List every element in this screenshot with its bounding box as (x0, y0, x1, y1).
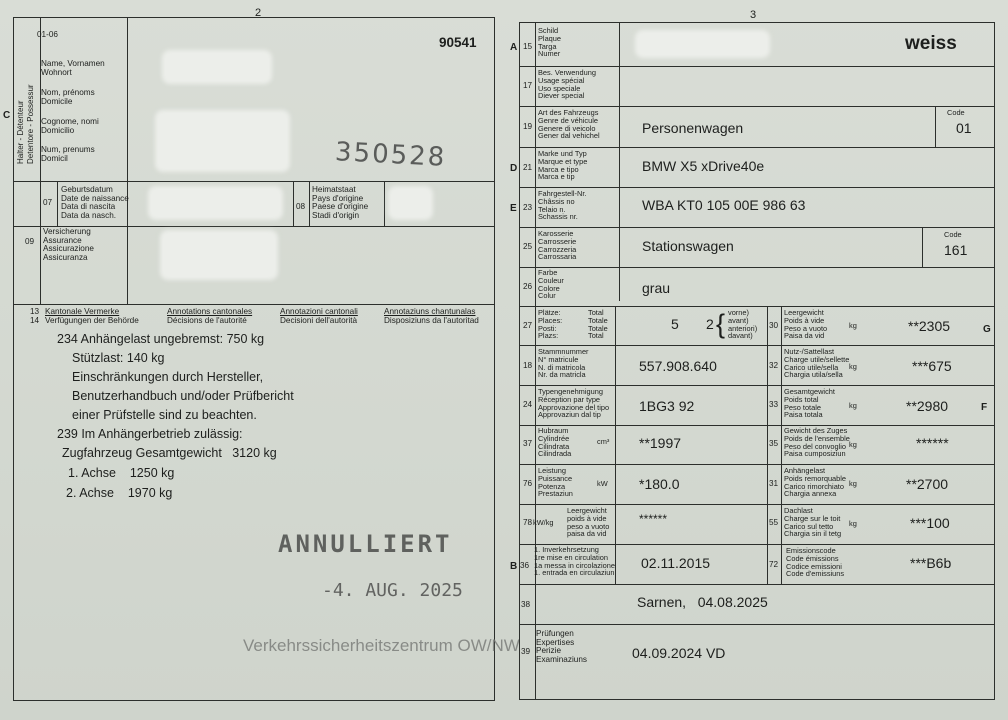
note-line: 239 Im Anhängerbetrieb zulässig: (57, 427, 243, 441)
annotation-header: Annotations cantonales (167, 307, 253, 316)
note-line: 1. Achse 1250 kg (68, 466, 175, 480)
seats-label: Posti: (538, 323, 557, 333)
divider (14, 304, 494, 305)
letter-e: E (510, 203, 517, 214)
divider (520, 306, 994, 307)
body-label: Carrossaria (538, 252, 577, 262)
seats-front-label: avant) (728, 315, 749, 325)
redacted-insurance (160, 230, 278, 280)
emission-value: ***B6b (910, 555, 952, 571)
divider (520, 584, 994, 585)
divider (127, 18, 128, 181)
power-value: *180.0 (639, 476, 680, 492)
type-approval-label: Approvazione del tipo (538, 402, 610, 412)
letter-g: G (983, 324, 991, 335)
field-number-31: 31 (769, 479, 779, 488)
special-use-label: Usage spécial (538, 75, 585, 85)
owner-label: Nom, prénoms (41, 88, 95, 97)
body-label: Carrosserie (538, 236, 577, 246)
weight-power-value: ****** (639, 512, 668, 526)
plate-label: Numer (538, 49, 561, 59)
divider (520, 624, 994, 625)
owner-label: Num, prenums (41, 145, 95, 154)
annotation-header-de (45, 308, 139, 325)
owner-label: Name, Vornamen (41, 59, 105, 68)
letter-f: F (981, 402, 988, 413)
power-label: Puissance (538, 473, 573, 483)
insurance-label: Versicherung (43, 227, 91, 236)
insurance-label: Assicuranza (43, 252, 88, 262)
make-label: Marca e tip (538, 172, 575, 182)
brace-icon: { (716, 309, 726, 339)
make-labels (538, 150, 587, 181)
plate-labels (538, 27, 561, 58)
weight-power-label: poids à vide (567, 513, 607, 523)
divider (40, 226, 41, 304)
note-line: Einschränkungen durch Hersteller, (72, 370, 264, 384)
owner-label: Domicile (41, 96, 73, 106)
field-number-15: 15 (523, 42, 533, 51)
divider (57, 182, 58, 226)
seats-front-label: vorne) (728, 308, 749, 317)
birthdate-labels (61, 186, 129, 220)
divider (520, 187, 994, 188)
payload-labels (784, 348, 849, 379)
empty-weight-labels (784, 309, 827, 340)
owner-label: Wohnort (41, 67, 72, 77)
handwritten-number: 350528 (334, 137, 447, 173)
field-number-27: 27 (523, 321, 533, 330)
field-number-24: 24 (523, 400, 533, 409)
divider (520, 464, 994, 465)
field-number-37: 37 (523, 439, 533, 448)
field-number-17: 17 (523, 81, 533, 90)
divider (14, 181, 494, 182)
plate-label: Schild (538, 26, 559, 35)
make-label: Marque et type (538, 156, 588, 166)
total-weight-value: **2980 (906, 398, 949, 414)
annotation-header-fr (167, 308, 252, 325)
payload-unit: kg (849, 362, 857, 371)
divider (384, 182, 385, 226)
total-weight-label: Gesamtgewicht (784, 387, 835, 396)
body-label: Karosserie (538, 229, 574, 238)
owner-label: Domicilio (41, 125, 75, 135)
total-weight-label: Peso totale (784, 402, 821, 412)
field-number-21: 21 (523, 163, 533, 172)
trailer-load-labels (784, 467, 846, 498)
owner-label: Domicil (41, 153, 68, 163)
payload-label: Chargia utila/sella (784, 370, 843, 380)
first-registration-label: 1a messa in circolazione (534, 560, 615, 570)
train-weight-label: Gewicht des Zuges (784, 426, 848, 435)
vehicle-type-labels (538, 109, 600, 140)
displacement-value: **1997 (639, 435, 682, 451)
field-number-23: 23 (523, 203, 533, 212)
vehicle-type-label: Genere di veicolo (538, 123, 596, 133)
emission-labels (786, 547, 844, 578)
origin-label: Stadi d'origin (312, 210, 360, 220)
note-line: Benutzerhandbuch und/oder Prüfbericht (72, 389, 294, 403)
redacted-origin (388, 186, 433, 220)
divider (520, 267, 994, 268)
divider (520, 504, 994, 505)
inspection-labels (536, 630, 587, 664)
train-weight-unit: kg (849, 440, 857, 449)
code-box-divider (935, 107, 936, 147)
divider (520, 147, 994, 148)
color-label: Couleur (538, 275, 564, 285)
field-number-13: 13 (30, 307, 40, 316)
trailer-load-label: Carico rimorchiato (784, 481, 844, 491)
roof-load-label: Carico sul tetto (784, 521, 834, 531)
payload-label: Carico utile/sella (784, 362, 839, 372)
field-number-36: 36 (520, 561, 530, 570)
train-weight-label: Poids de l'ensemble (784, 433, 850, 443)
vehicle-type-label: Art des Fahrzeugs (538, 108, 599, 117)
roof-load-label: Chargia sin il tetg (784, 529, 842, 539)
divider (309, 182, 310, 226)
chassis-label: Schassis nr. (538, 212, 578, 222)
emission-label: Code émissions (786, 553, 839, 563)
divider (535, 23, 536, 699)
annotation-header-it (280, 308, 358, 325)
birthdate-label: Data di nascita (61, 202, 116, 212)
power-label: Leistung (538, 466, 566, 475)
divider (767, 306, 768, 584)
field-number-72: 72 (769, 560, 779, 569)
redacted-address (155, 110, 290, 172)
annotation-header: Verfügungen der Behörde (45, 315, 139, 325)
power-label: Potenza (538, 481, 566, 491)
seats-total-label: Totale (588, 323, 608, 333)
special-use-label: Diever special (538, 91, 585, 101)
origin-label: Heimatstaat (312, 185, 356, 194)
side-label-detentore: Detentore - Possessur (26, 84, 35, 164)
field-number-38: 38 (521, 600, 531, 609)
power-unit: kW (597, 479, 608, 488)
color-label: Farbe (538, 268, 558, 277)
birthdate-label: Date de naissance (61, 193, 129, 203)
weight-power-unit: kW/kg (533, 518, 554, 527)
annotation-header: Décisions de l'autorité (167, 315, 247, 325)
trailer-load-label: Anhängelast (784, 466, 826, 475)
first-registration-label: 1. Inverkehrsetzung (534, 545, 599, 554)
seats-total-label: Total (588, 331, 604, 341)
vehicle-type-code-label: Code (947, 108, 965, 117)
letter-c: C (3, 110, 11, 121)
special-use-label: Bes. Verwendung (538, 68, 596, 77)
owner-label-group (41, 60, 105, 77)
body-label: Carrozzeria (538, 244, 577, 254)
register-value: 557.908.640 (639, 358, 717, 374)
trailer-load-unit: kg (849, 479, 857, 488)
power-label: Prestaziun (538, 489, 573, 499)
color-label: Colore (538, 283, 560, 293)
owner-label-group (41, 89, 95, 106)
seats-label: Places: (538, 315, 563, 325)
body-value: Stationswagen (642, 238, 734, 254)
first-registration-label: 1re mise en circulation (534, 552, 608, 562)
type-approval-label: Approvaziun dal tip (538, 410, 601, 420)
trailer-load-value: **2700 (906, 476, 949, 492)
owner-label-group (41, 146, 95, 163)
register-label: Stammnummer (538, 347, 589, 356)
trailer-load-label: Poids remorquable (784, 473, 847, 483)
stamp-date: -4. AUG. 2025 (322, 580, 463, 601)
birthdate-label: Data da nasch. (61, 210, 117, 220)
redacted-birthdate (148, 186, 283, 220)
train-weight-labels (784, 427, 850, 458)
note-line: 2. Achse 1970 kg (66, 486, 173, 500)
divider (520, 345, 994, 346)
inspection-label: Prüfungen (536, 629, 574, 638)
origin-labels (312, 186, 368, 220)
register-labels (538, 348, 589, 379)
total-weight-label: Poids total (784, 394, 819, 404)
insurance-labels (43, 228, 94, 262)
weight-power-label: paisa da vid (567, 529, 607, 539)
chassis-label: Telaio n. (538, 204, 566, 214)
note-line: Stützlast: 140 kg (72, 351, 165, 365)
field-number-01-06: 01-06 (37, 30, 58, 39)
divider (619, 23, 620, 301)
train-weight-label: Paisa cumposiziun (784, 449, 846, 459)
divider (127, 226, 128, 304)
seats-label: Plazs: (538, 331, 559, 341)
seats-front-label: anteriori) (728, 323, 758, 333)
redacted-plate (635, 30, 770, 58)
first-registration-value: 02.11.2015 (641, 555, 711, 571)
displacement-label: Cilindrata (538, 441, 570, 451)
seats-front-labels (728, 309, 757, 340)
chassis-label: Châssis no (538, 196, 575, 206)
weight-power-label: peso a vuoto (567, 521, 610, 531)
note-line: 234 Anhängelast ungebremst: 750 kg (57, 332, 265, 346)
side-label-holder: Halter - Détenteur (16, 100, 25, 164)
page-number-left: 2 (255, 7, 262, 19)
seats-front-label: davant) (728, 331, 753, 341)
payload-value: ***675 (912, 358, 952, 374)
first-registration-labels (534, 546, 615, 577)
register-label: Nr. da matricla (538, 370, 586, 380)
chassis-labels (538, 190, 586, 221)
displacement-labels (538, 427, 571, 458)
annotation-header: Decisioni dell'autorità (280, 315, 358, 325)
body-labels (538, 230, 576, 261)
inspection-label: Perizie (536, 646, 562, 656)
body-code-label: Code (944, 230, 962, 239)
field-number-25: 25 (523, 242, 533, 251)
special-use-labels (538, 69, 596, 100)
roof-load-value: ***100 (910, 515, 950, 531)
displacement-label: Hubraum (538, 426, 569, 435)
inspection-label: Examinaziuns (536, 654, 587, 664)
field-number-08: 08 (296, 202, 306, 211)
divider (520, 385, 994, 386)
field-number-18: 18 (523, 361, 533, 370)
weight-power-labels (567, 507, 609, 538)
issue-place-date: Sarnen, 04.08.2025 (637, 594, 768, 610)
field-number-07: 07 (43, 198, 53, 207)
chassis-label: Fahrgestell-Nr. (538, 189, 587, 198)
type-approval-value: 1BG3 92 (639, 398, 695, 414)
vehicle-type-label: Gener dal vehichel (538, 131, 600, 141)
field-number-39: 39 (521, 647, 531, 656)
owner-label: Cognome, nomi (41, 117, 99, 126)
special-use-label: Uso speciale (538, 83, 581, 93)
divider (520, 425, 994, 426)
seats-total-label: Totale (588, 315, 608, 325)
train-weight-label: Peso del convoglio (784, 441, 847, 451)
displacement-unit: cm³ (597, 437, 610, 446)
empty-weight-label: Poids à vide (784, 315, 825, 325)
weight-power-label: Leergewicht (567, 506, 607, 515)
field-number-35: 35 (769, 439, 779, 448)
color-value: grau (642, 280, 671, 296)
first-registration-label: 1. entrada en circulaziun (534, 568, 615, 578)
field-number-55: 55 (769, 518, 779, 527)
birthdate-label: Geburtsdatum (61, 185, 113, 194)
plate-label: Plaque (538, 33, 562, 43)
empty-weight-label: Paisa da vid (784, 331, 825, 341)
vehicle-type-value: Personenwagen (642, 120, 744, 136)
empty-weight-label: Peso a vuoto (784, 323, 828, 333)
register-label: N° matricule (538, 354, 579, 364)
annulled-stamp: ANNULLIERT (278, 530, 453, 558)
page-number-right: 3 (750, 9, 757, 21)
letter-d: D (510, 163, 518, 174)
register-label: N. di matricola (538, 362, 586, 372)
empty-weight-unit: kg (849, 321, 857, 330)
type-approval-label: Typengenehmigung (538, 387, 603, 396)
inspection-label: Expertises (536, 637, 575, 647)
divider (293, 182, 294, 226)
seats-total-value: 5 (671, 316, 679, 332)
field-number-33: 33 (769, 400, 779, 409)
plate-color: weiss (905, 33, 957, 54)
annotation-header: Kantonale Vermerke (45, 307, 120, 316)
chassis-value: WBA KT0 105 00E 986 63 (642, 197, 806, 213)
displacement-label: Cylindrée (538, 433, 570, 443)
seats-label: Plätze: (538, 308, 561, 317)
type-approval-labels (538, 388, 609, 419)
payload-label: Nutz-/Sattellast (784, 347, 835, 356)
annotation-header: Annotaziuns chantunalas (384, 307, 476, 316)
field-number-26: 26 (523, 282, 533, 291)
displacement-label: Cilindrada (538, 449, 572, 459)
field-number-19: 19 (523, 122, 533, 131)
field-number-78: 78 (523, 518, 533, 527)
note-line: Zugfahrzeug Gesamtgewicht 3120 kg (62, 446, 277, 460)
plate-label: Targa (538, 41, 557, 51)
annotation-header-rm (384, 308, 479, 325)
total-weight-labels (784, 388, 835, 419)
color-label: Colur (538, 291, 556, 301)
emission-label: Codice emissioni (786, 561, 842, 571)
divider (40, 182, 41, 226)
total-weight-label: Paisa totala (784, 410, 823, 420)
roof-load-unit: kg (849, 519, 857, 528)
make-label: Marca e tipo (538, 164, 579, 174)
owner-label-group (41, 118, 99, 135)
seats-front-value: 2 (706, 316, 714, 332)
roof-load-labels (784, 507, 841, 538)
divider (615, 306, 616, 584)
field-number-14: 14 (30, 315, 40, 325)
divider (520, 66, 994, 67)
field-number-09: 09 (25, 237, 35, 246)
type-approval-label: Réception par type (538, 394, 601, 404)
note-line: einer Prüfstelle sind zu beachten. (72, 408, 257, 422)
code-box-divider (922, 228, 923, 267)
field-number-13-14 (30, 308, 39, 325)
letter-a: A (510, 42, 518, 53)
insurance-label: Assicurazione (43, 244, 94, 254)
roof-load-label: Charge sur le toit (784, 513, 841, 523)
insurance-label: Assurance (43, 235, 82, 245)
inspection-value: 04.09.2024 VD (632, 645, 726, 661)
roof-load-label: Dachlast (784, 506, 813, 515)
emission-label: Emissionscode (786, 546, 836, 555)
seats-labels (538, 309, 562, 340)
total-weight-unit: kg (849, 401, 857, 410)
train-weight-value: ****** (916, 435, 949, 451)
document-code: 90541 (439, 35, 477, 50)
stamp-authority: Verkehrssicherheitszentrum OW/NW (243, 636, 520, 655)
field-number-30: 30 (769, 321, 779, 330)
payload-label: Charge utile/sellette (784, 354, 850, 364)
divider (781, 306, 782, 584)
empty-weight-label: Leergewicht (784, 308, 824, 317)
vehicle-type-code: 01 (956, 120, 972, 136)
color-labels (538, 269, 564, 300)
origin-label: Pays d'origine (312, 193, 364, 203)
letter-b: B (510, 561, 518, 572)
field-number-76: 76 (523, 479, 533, 488)
seats-total-labels (588, 309, 608, 340)
make-label: Marke und Typ (538, 149, 587, 158)
body-code: 161 (944, 242, 968, 258)
empty-weight-value: **2305 (908, 318, 951, 334)
field-number-32: 32 (769, 361, 779, 370)
power-labels (538, 467, 573, 498)
make-value: BMW X5 xDrive40e (642, 158, 765, 174)
divider (520, 106, 994, 107)
origin-label: Paese d'origine (312, 202, 369, 212)
annotation-header: Annotazioni cantonali (280, 307, 358, 316)
redacted-name (162, 50, 272, 84)
vehicle-type-label: Genre de véhicule (538, 115, 598, 125)
emission-label: Code d'emissiuns (786, 569, 845, 579)
trailer-load-label: Chargia annexa (784, 489, 837, 499)
annotation-header: Disposiziuns da l'autoritad (384, 315, 479, 325)
seats-total-label: Total (588, 308, 604, 317)
